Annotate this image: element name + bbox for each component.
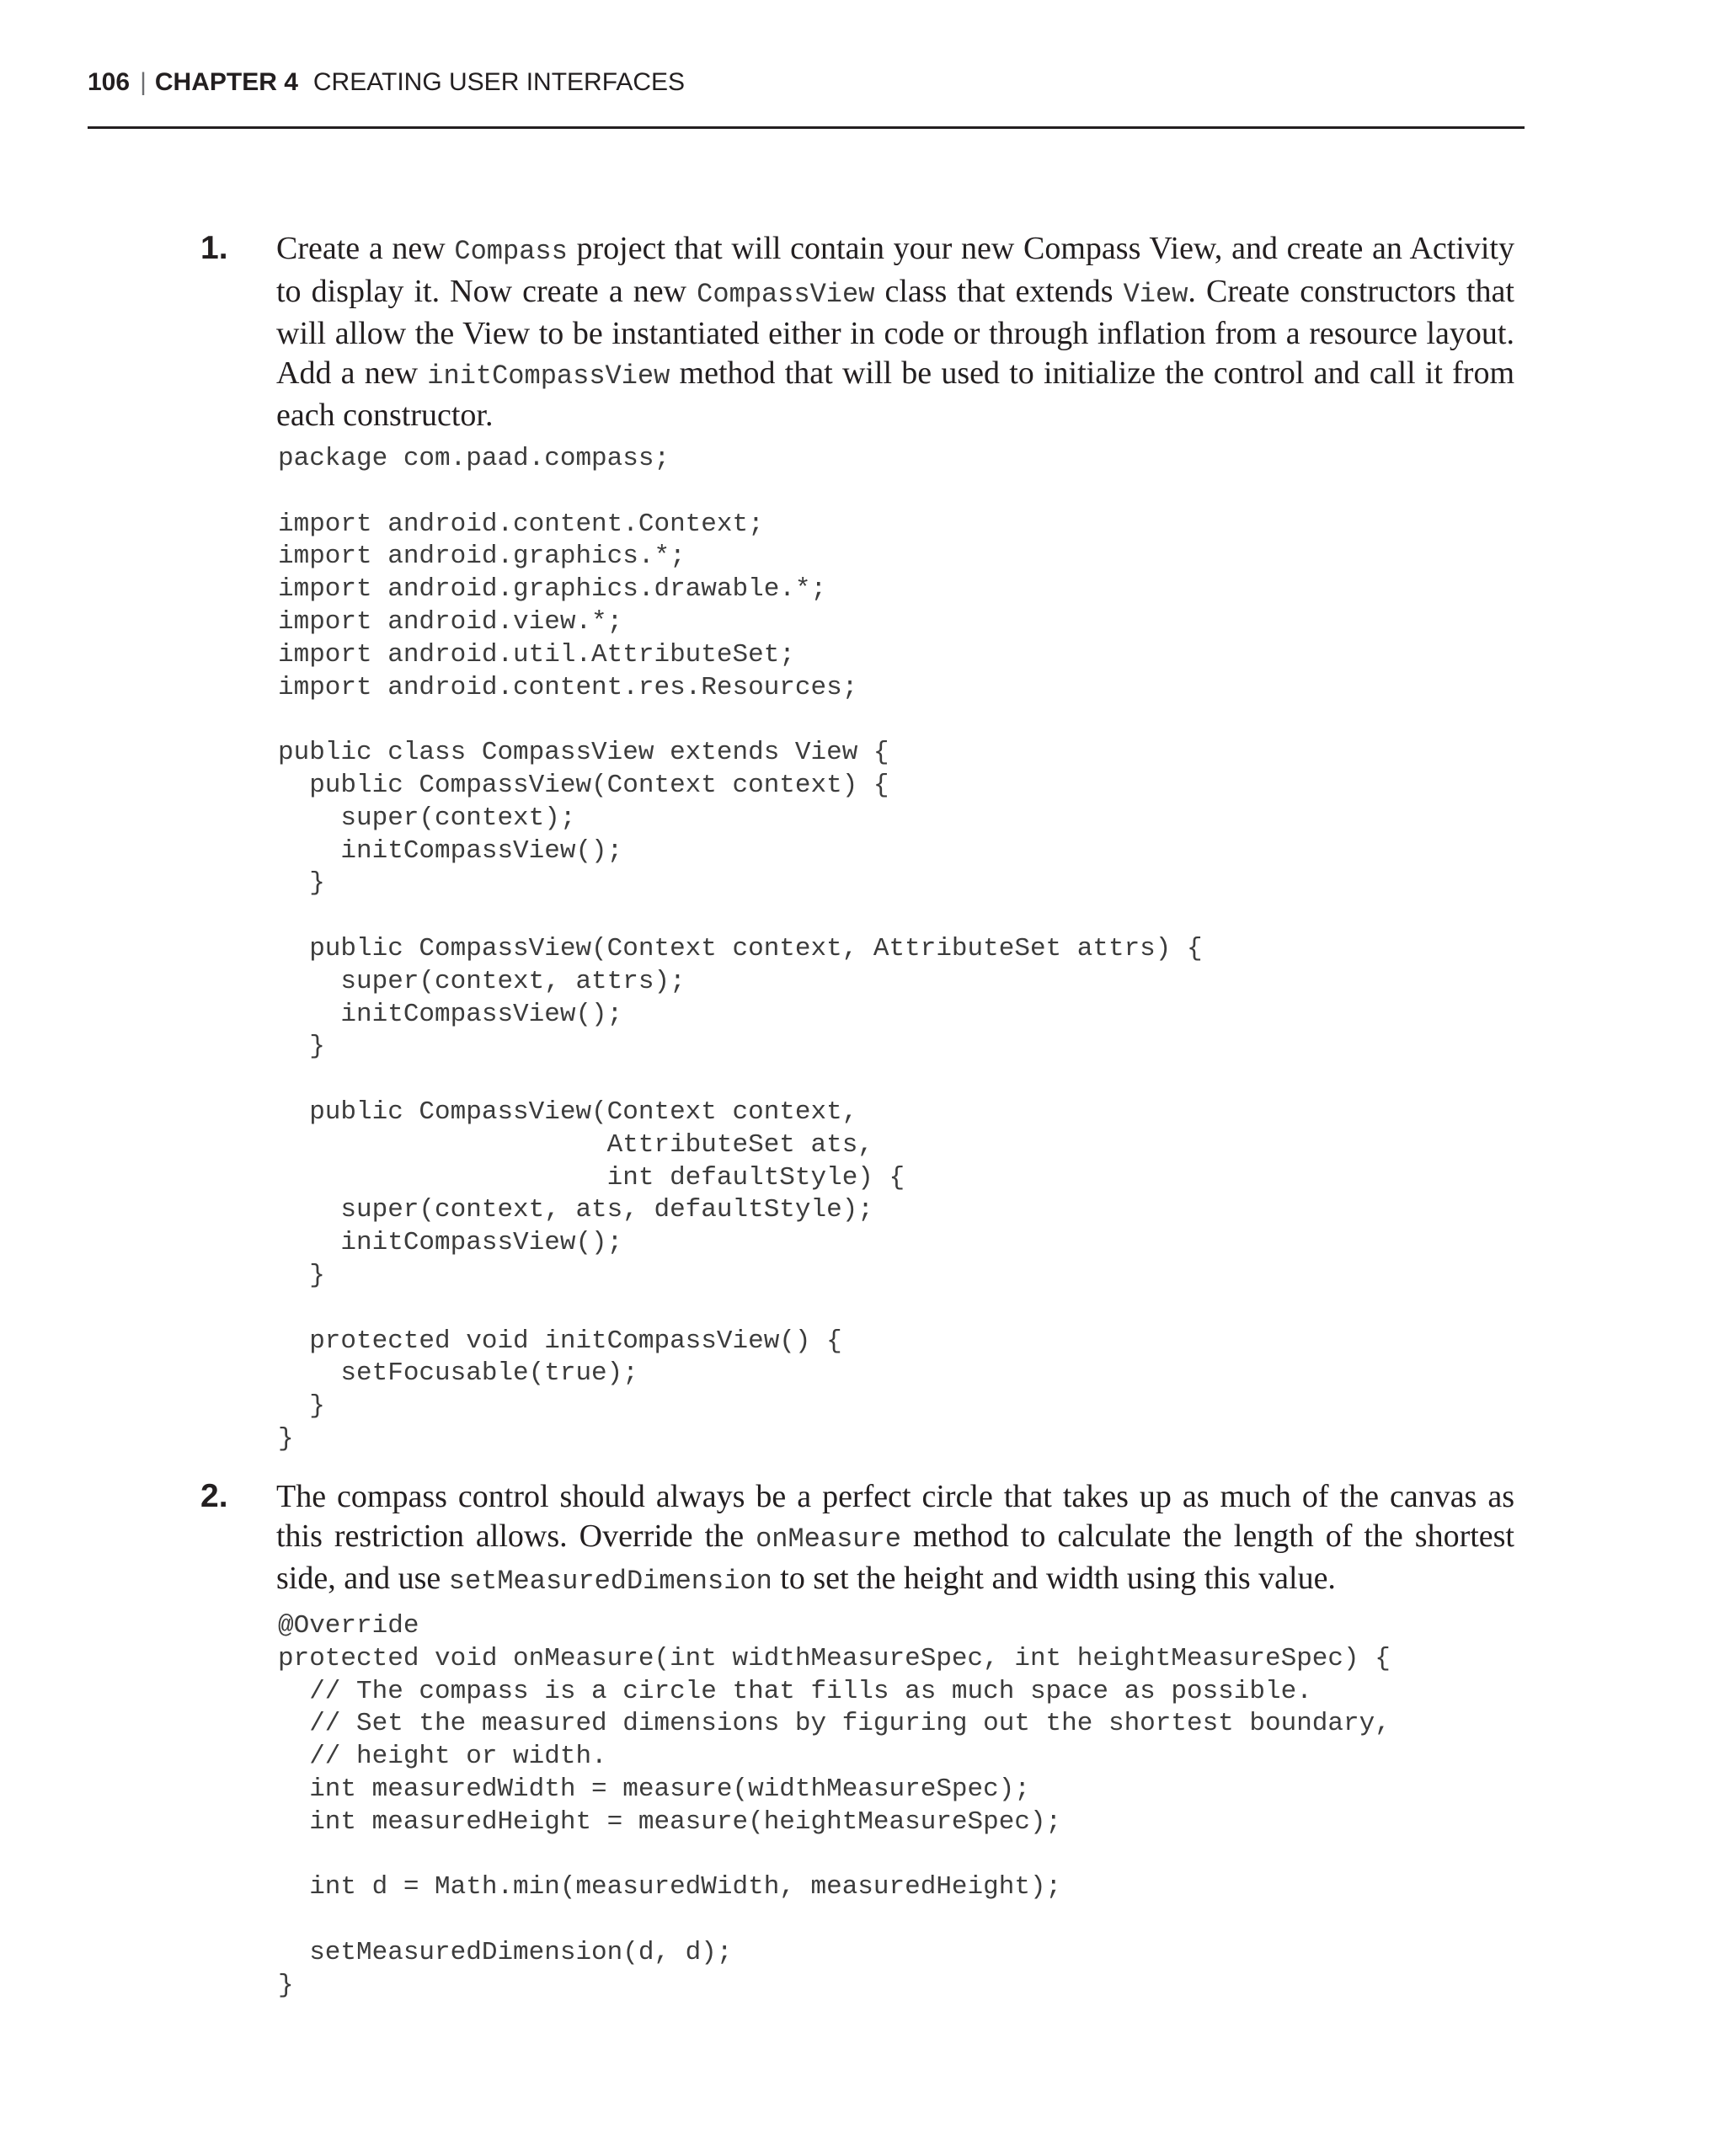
header-separator: | [140, 68, 147, 96]
step-paragraph [276, 229, 1514, 435]
running-header [88, 66, 1525, 99]
paragraph-text: class that extends [874, 273, 1124, 309]
code-listing: @Override protected void onMeasure(int widthMeasureSpec, int heightMeasureSpec) { // The compass is a circle that fills as much space as possible. // Set the measured dimensions by figuring out the shortest boundary, // height or width. int measuredWidth = measure(widthMeasureSpec); int measuredHeight = measure(heightMeasureSpec); int d = Math.min(measuredWidth, measuredHeight); setMeasuredDimension(d, d); } [278, 1611, 1391, 2000]
paragraph-text: to set the height and width using this value. [772, 1561, 1336, 1596]
inline-code: initCompassView [427, 360, 670, 392]
paragraph-text: . Create constructors that will allow the View to be instantiated either in code or through inflation from a resource layout. Add a new [276, 273, 1514, 391]
paragraph-text: method that will be used to initialize the control and call it from each constructor. [276, 355, 1515, 433]
paragraph-text: method to calculate the length of the shortest side, and use [276, 1518, 1514, 1596]
paragraph-text: project that will contain your new Compass View, and create an Activity to display it. Now create a new [276, 231, 1514, 309]
paragraph-text: Create a new [276, 231, 455, 266]
chapter-title: CREATING USER INTERFACES [312, 68, 686, 96]
inline-code: setMeasuredDimension [448, 1566, 772, 1597]
step-number: 2. [200, 1478, 228, 1514]
header-rule [88, 126, 1525, 129]
inline-code: Compass [454, 236, 568, 267]
code-listing: package com.paad.compass; import android.content.Context; import android.graphics.*; import android.graphics.drawable.*; import android.view.*; import android.util.AttributeSet; import android.content.res.Resources; public class CompassView extends View { public CompassView(Context context) { super(context); initCompassView(); } public CompassView(Context context, AttributeSet attrs) { super(context, attrs); initCompassView(); } public CompassView(Context context, AttributeSet ats, int defaultStyle) { super(context, ats, defaultStyle); initCompassView(); } protected void initCompassView() { setFocusable(true); } } [278, 444, 1203, 1454]
paragraph-text: The compass control should always be a perfect circle that takes up as much of the canvas as this restriction allows. Override the [276, 1479, 1514, 1554]
chapter-label: CHAPTER 4 [154, 68, 298, 96]
step-number: 1. [200, 230, 228, 266]
page-number: 106 [88, 68, 131, 96]
inline-code: View [1123, 278, 1188, 310]
inline-code: CompassView [697, 278, 875, 310]
inline-code: onMeasure [756, 1523, 901, 1555]
step-paragraph [276, 1477, 1514, 1602]
